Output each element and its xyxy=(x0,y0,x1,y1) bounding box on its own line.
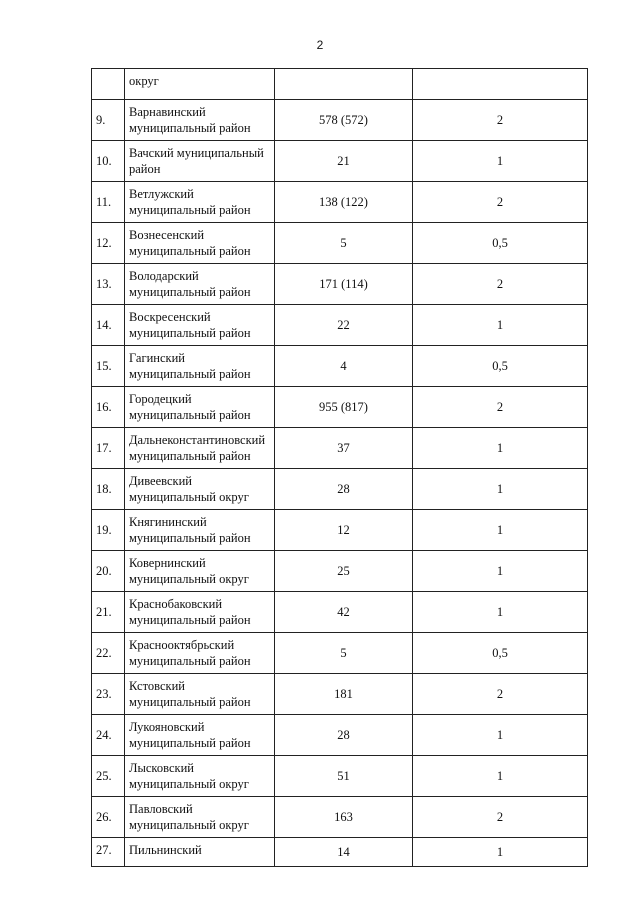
table-row xyxy=(92,756,588,797)
count-value: 138 (122) xyxy=(275,182,413,223)
coefficient-value: 1 xyxy=(413,756,588,797)
district-name: Дивеевский муниципальный округ xyxy=(125,469,275,510)
table-row xyxy=(92,305,588,346)
row-number: 25. xyxy=(92,756,125,797)
table-row xyxy=(92,674,588,715)
district-name: Ковернинский муниципальный округ xyxy=(125,551,275,592)
count-value xyxy=(275,69,413,100)
coefficient-value: 0,5 xyxy=(413,346,588,387)
row-number xyxy=(92,69,125,100)
row-number: 9. xyxy=(92,100,125,141)
coefficient-value: 1 xyxy=(413,469,588,510)
district-name: Володарский муниципальный район xyxy=(125,264,275,305)
coefficient-value: 1 xyxy=(413,715,588,756)
table-row xyxy=(92,633,588,674)
row-number: 19. xyxy=(92,510,125,551)
count-value: 28 xyxy=(275,715,413,756)
coefficient-value: 1 xyxy=(413,551,588,592)
table-row xyxy=(92,551,588,592)
count-value: 14 xyxy=(275,838,413,867)
coefficient-value xyxy=(413,69,588,100)
row-number: 23. xyxy=(92,674,125,715)
row-number: 21. xyxy=(92,592,125,633)
district-name: Вачский муниципальный район xyxy=(125,141,275,182)
count-value: 163 xyxy=(275,797,413,838)
coefficient-value: 0,5 xyxy=(413,633,588,674)
count-value: 37 xyxy=(275,428,413,469)
district-name: Ветлужский муниципальный район xyxy=(125,182,275,223)
row-number: 15. xyxy=(92,346,125,387)
district-name: Варнавинский муниципальный район xyxy=(125,100,275,141)
row-number: 16. xyxy=(92,387,125,428)
district-name: Кстовский муниципальный район xyxy=(125,674,275,715)
coefficient-value: 2 xyxy=(413,387,588,428)
count-value: 28 xyxy=(275,469,413,510)
coefficient-value: 1 xyxy=(413,510,588,551)
coefficient-value: 1 xyxy=(413,428,588,469)
district-name: Краснооктябрьский муниципальный район xyxy=(125,633,275,674)
coefficient-value: 2 xyxy=(413,100,588,141)
page-number: 2 xyxy=(316,38,324,52)
count-value: 5 xyxy=(275,633,413,674)
count-value: 578 (572) xyxy=(275,100,413,141)
table-row xyxy=(92,346,588,387)
coefficient-value: 1 xyxy=(413,141,588,182)
count-value: 171 (114) xyxy=(275,264,413,305)
district-name: Городецкий муниципальный район xyxy=(125,387,275,428)
table-row xyxy=(92,223,588,264)
district-name: Пильнинский xyxy=(125,838,275,867)
count-value: 25 xyxy=(275,551,413,592)
table-row xyxy=(92,100,588,141)
districts-table xyxy=(91,68,588,867)
row-number: 14. xyxy=(92,305,125,346)
coefficient-value: 2 xyxy=(413,182,588,223)
coefficient-value: 2 xyxy=(413,264,588,305)
district-name: Дальнеконстантиновский муниципальный район xyxy=(125,428,275,469)
row-number: 20. xyxy=(92,551,125,592)
count-value: 955 (817) xyxy=(275,387,413,428)
table-row xyxy=(92,182,588,223)
district-name: Лысковский муниципальный округ xyxy=(125,756,275,797)
count-value: 51 xyxy=(275,756,413,797)
district-name: Павловский муниципальный округ xyxy=(125,797,275,838)
count-value: 22 xyxy=(275,305,413,346)
row-number: 13. xyxy=(92,264,125,305)
table-row-continuation xyxy=(92,69,588,100)
row-number: 22. xyxy=(92,633,125,674)
table-row xyxy=(92,387,588,428)
coefficient-value: 1 xyxy=(413,838,588,867)
table-row xyxy=(92,510,588,551)
table-row xyxy=(92,715,588,756)
row-number: 17. xyxy=(92,428,125,469)
count-value: 42 xyxy=(275,592,413,633)
district-name: Воскресенский муниципальный район xyxy=(125,305,275,346)
table-row xyxy=(92,141,588,182)
row-number: 18. xyxy=(92,469,125,510)
row-number: 10. xyxy=(92,141,125,182)
coefficient-value: 0,5 xyxy=(413,223,588,264)
row-number: 24. xyxy=(92,715,125,756)
coefficient-value: 1 xyxy=(413,305,588,346)
row-number: 12. xyxy=(92,223,125,264)
table-row xyxy=(92,592,588,633)
table-row xyxy=(92,264,588,305)
coefficient-value: 1 xyxy=(413,592,588,633)
row-number: 26. xyxy=(92,797,125,838)
table-row xyxy=(92,797,588,838)
count-value: 5 xyxy=(275,223,413,264)
district-name: Княгининский муниципальный район xyxy=(125,510,275,551)
district-name: Краснобаковский муниципальный район xyxy=(125,592,275,633)
district-name: округ xyxy=(125,69,275,100)
count-value: 181 xyxy=(275,674,413,715)
row-number: 11. xyxy=(92,182,125,223)
count-value: 12 xyxy=(275,510,413,551)
district-name: Гагинский муниципальный район xyxy=(125,346,275,387)
table-row xyxy=(92,469,588,510)
row-number: 27. xyxy=(92,838,125,867)
table-row xyxy=(92,428,588,469)
count-value: 21 xyxy=(275,141,413,182)
coefficient-value: 2 xyxy=(413,674,588,715)
coefficient-value: 2 xyxy=(413,797,588,838)
district-name: Вознесенский муниципальный район xyxy=(125,223,275,264)
district-name: Лукояновский муниципальный район xyxy=(125,715,275,756)
table-row xyxy=(92,838,588,867)
count-value: 4 xyxy=(275,346,413,387)
